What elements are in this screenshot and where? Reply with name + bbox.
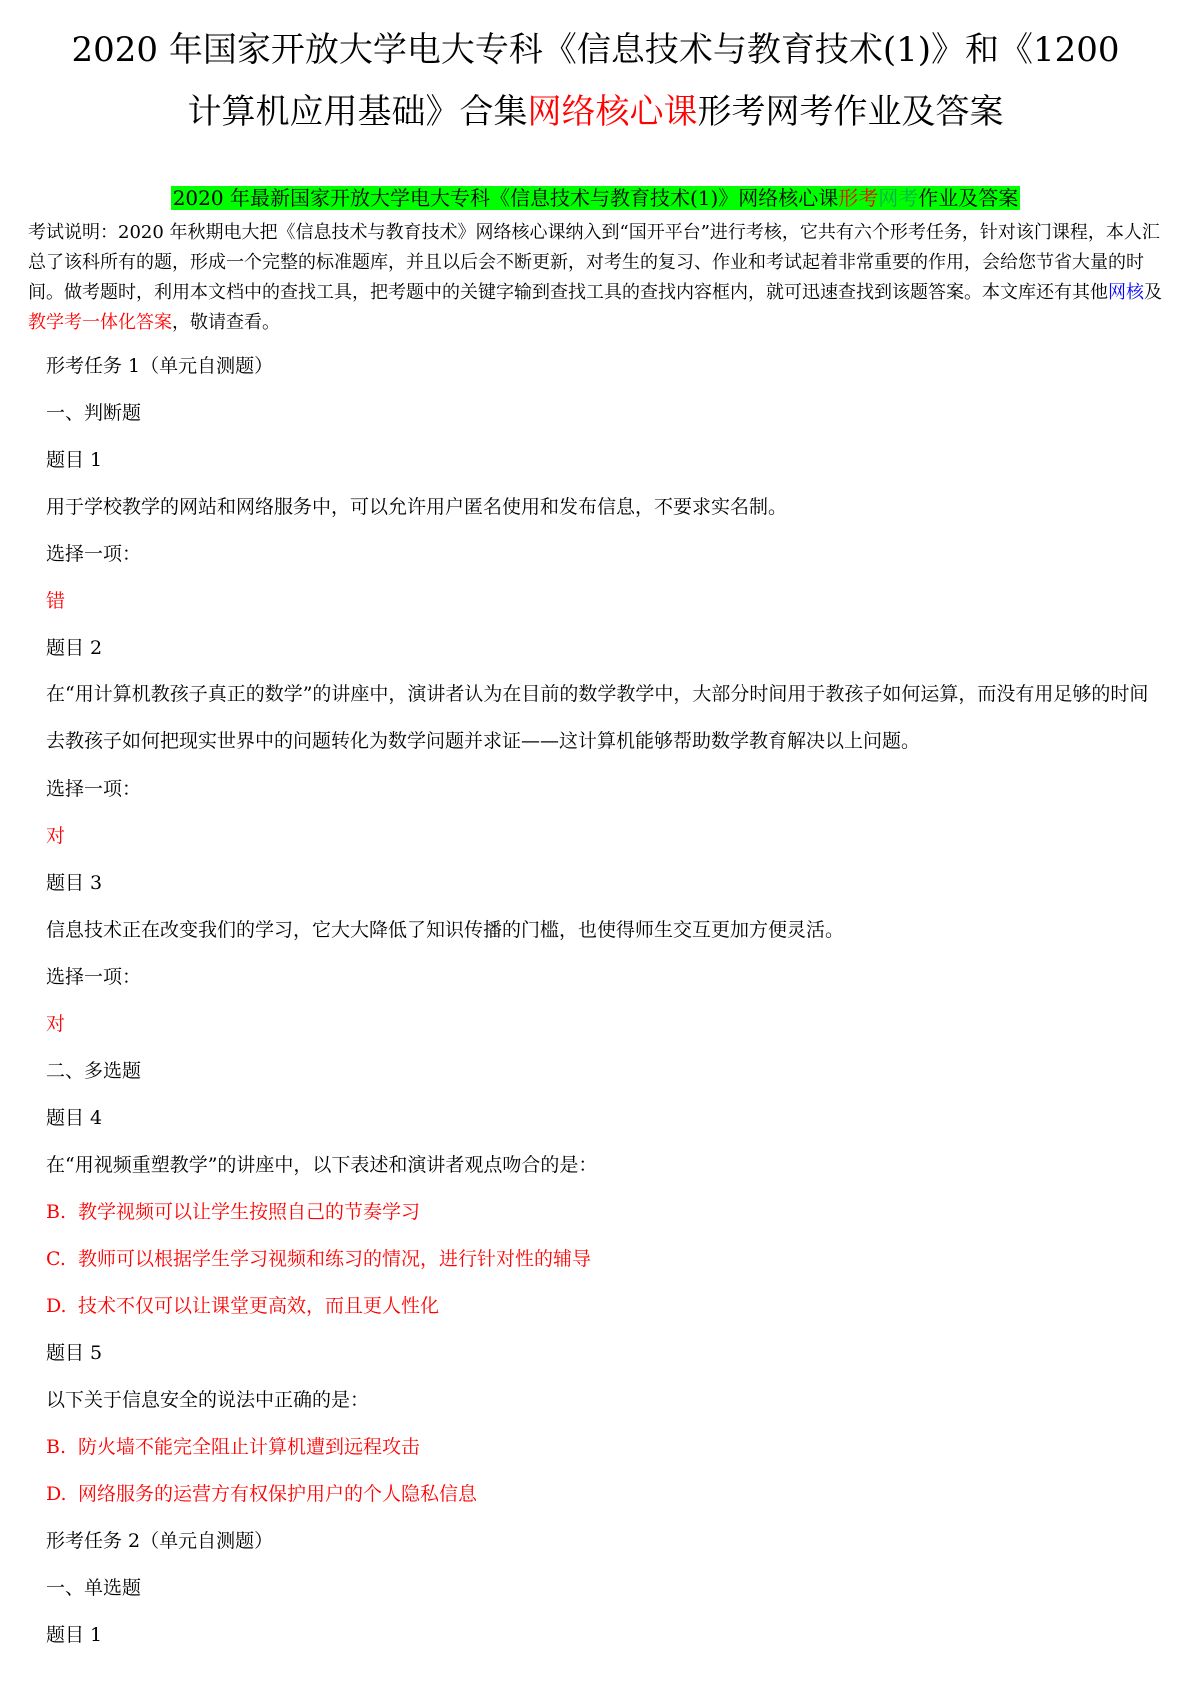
banner-red-text: 形考 [838,186,879,210]
document-title-line-1: 2020 年国家开放大学电大专科《信息技术与教育技术(1)》和《1200 [71,30,1120,70]
intro-link-wanghe[interactable]: 网核 [1108,282,1144,303]
question-text: 以下关于信息安全的说法中正确的是： [46,1389,370,1411]
option-text: 网络服务的运营方有权保护用户的个人隐私信息 [78,1483,478,1505]
answer: 对 [46,1013,66,1035]
document-title-line-2 [0,82,1191,142]
banner-green-text: 网考 [878,186,919,210]
title-text: 形考网考作业及答案 [697,92,1004,132]
answer-option [46,1199,420,1225]
banner-text: 2020 年最新国家开放大学电大专科《信息技术与教育技术(1)》网络核心课 [172,186,839,210]
answer-option [46,1246,591,1272]
question-text: 在“用计算机教孩子真正的数学”的讲座中，演讲者认为在目前的数学教学中，大部分时间用于教孩子如何运算，而没有用足够的时间去教孩子如何把现实世界中的问题转化为数学问题并求证——这计算机能够帮助数学教育解决以上问题。 [46,683,1149,752]
answer: 错 [46,590,66,612]
intro-text: ，敬请查看。 [172,312,280,333]
banner-highlight [171,186,1021,210]
option-text: 教师可以根据学生学习视频和练习的情况，进行针对性的辅导 [78,1248,592,1270]
question-label: 题目 5 [46,1342,103,1364]
option-letter: D. [46,1295,67,1317]
choose-prompt: 选择一项： [46,543,142,565]
answer-option [46,1481,477,1507]
option-letter: C. [46,1248,66,1270]
banner-text: 作业及答案 [918,186,1019,210]
task-heading: 形考任务 1（单元自测题） [46,355,274,377]
question-label: 题目 1 [46,1624,103,1646]
answer: 对 [46,825,66,847]
question-label: 题目 1 [46,449,103,471]
question-text: 用于学校教学的网站和网络服务中，可以允许用户匿名使用和发布信息，不要求实名制。 [46,496,788,518]
subtitle-banner [0,184,1191,212]
option-text: 技术不仅可以让课堂更高效，而且更人性化 [78,1295,440,1317]
section-heading: 二、多选题 [46,1060,142,1082]
question-text: 信息技术正在改变我们的学习，它大大降低了知识传播的门槛，也使得师生交互更加方便灵活。 [46,919,845,941]
intro-text: 考试说明：2020 年秋期电大把《信息技术与教育技术》网络核心课纳入到“国开平台”进行考核，它共有六个形考任务，针对该门课程，本人汇总了该科所有的题，形成一个完整的标准题库，并且以后会不断更新，对考生的复习、作业和考试起着非常重要的作用，会给您节省大量的时间。做考题时，利用本文档中的查找工具，把考题中的关键字输到查找工具的查找内容框内，就可迅速查找到该题答案。本文库还有其他 [28,222,1160,303]
answer-option [46,1293,439,1319]
option-text: 教学视频可以让学生按照自己的节奏学习 [78,1201,421,1223]
option-text: 防火墙不能完全阻止计算机遭到远程攻击 [78,1436,421,1458]
intro-text: 及 [1144,282,1162,303]
section-heading: 一、判断题 [46,402,142,424]
option-letter: B. [46,1436,67,1458]
section-heading: 一、单选题 [46,1577,142,1599]
question-text: 在“用视频重塑教学”的讲座中，以下表述和演讲者观点吻合的是： [46,1154,598,1176]
title-text: 计算机应用基础》合集 [187,92,528,132]
answer-option [46,1434,420,1460]
choose-prompt: 选择一项： [46,966,142,988]
option-letter: B. [46,1201,67,1223]
task-heading: 形考任务 2（单元自测题） [46,1530,274,1552]
option-letter: D. [46,1483,67,1505]
title-highlight: 网络核心课 [527,92,698,132]
question-label: 题目 4 [46,1107,103,1129]
question-label: 题目 3 [46,872,103,894]
choose-prompt: 选择一项： [46,778,142,800]
question-label: 题目 2 [46,637,103,659]
exam-intro-paragraph [28,218,1168,338]
intro-link-answers[interactable]: 教学考一体化答案 [28,312,172,333]
